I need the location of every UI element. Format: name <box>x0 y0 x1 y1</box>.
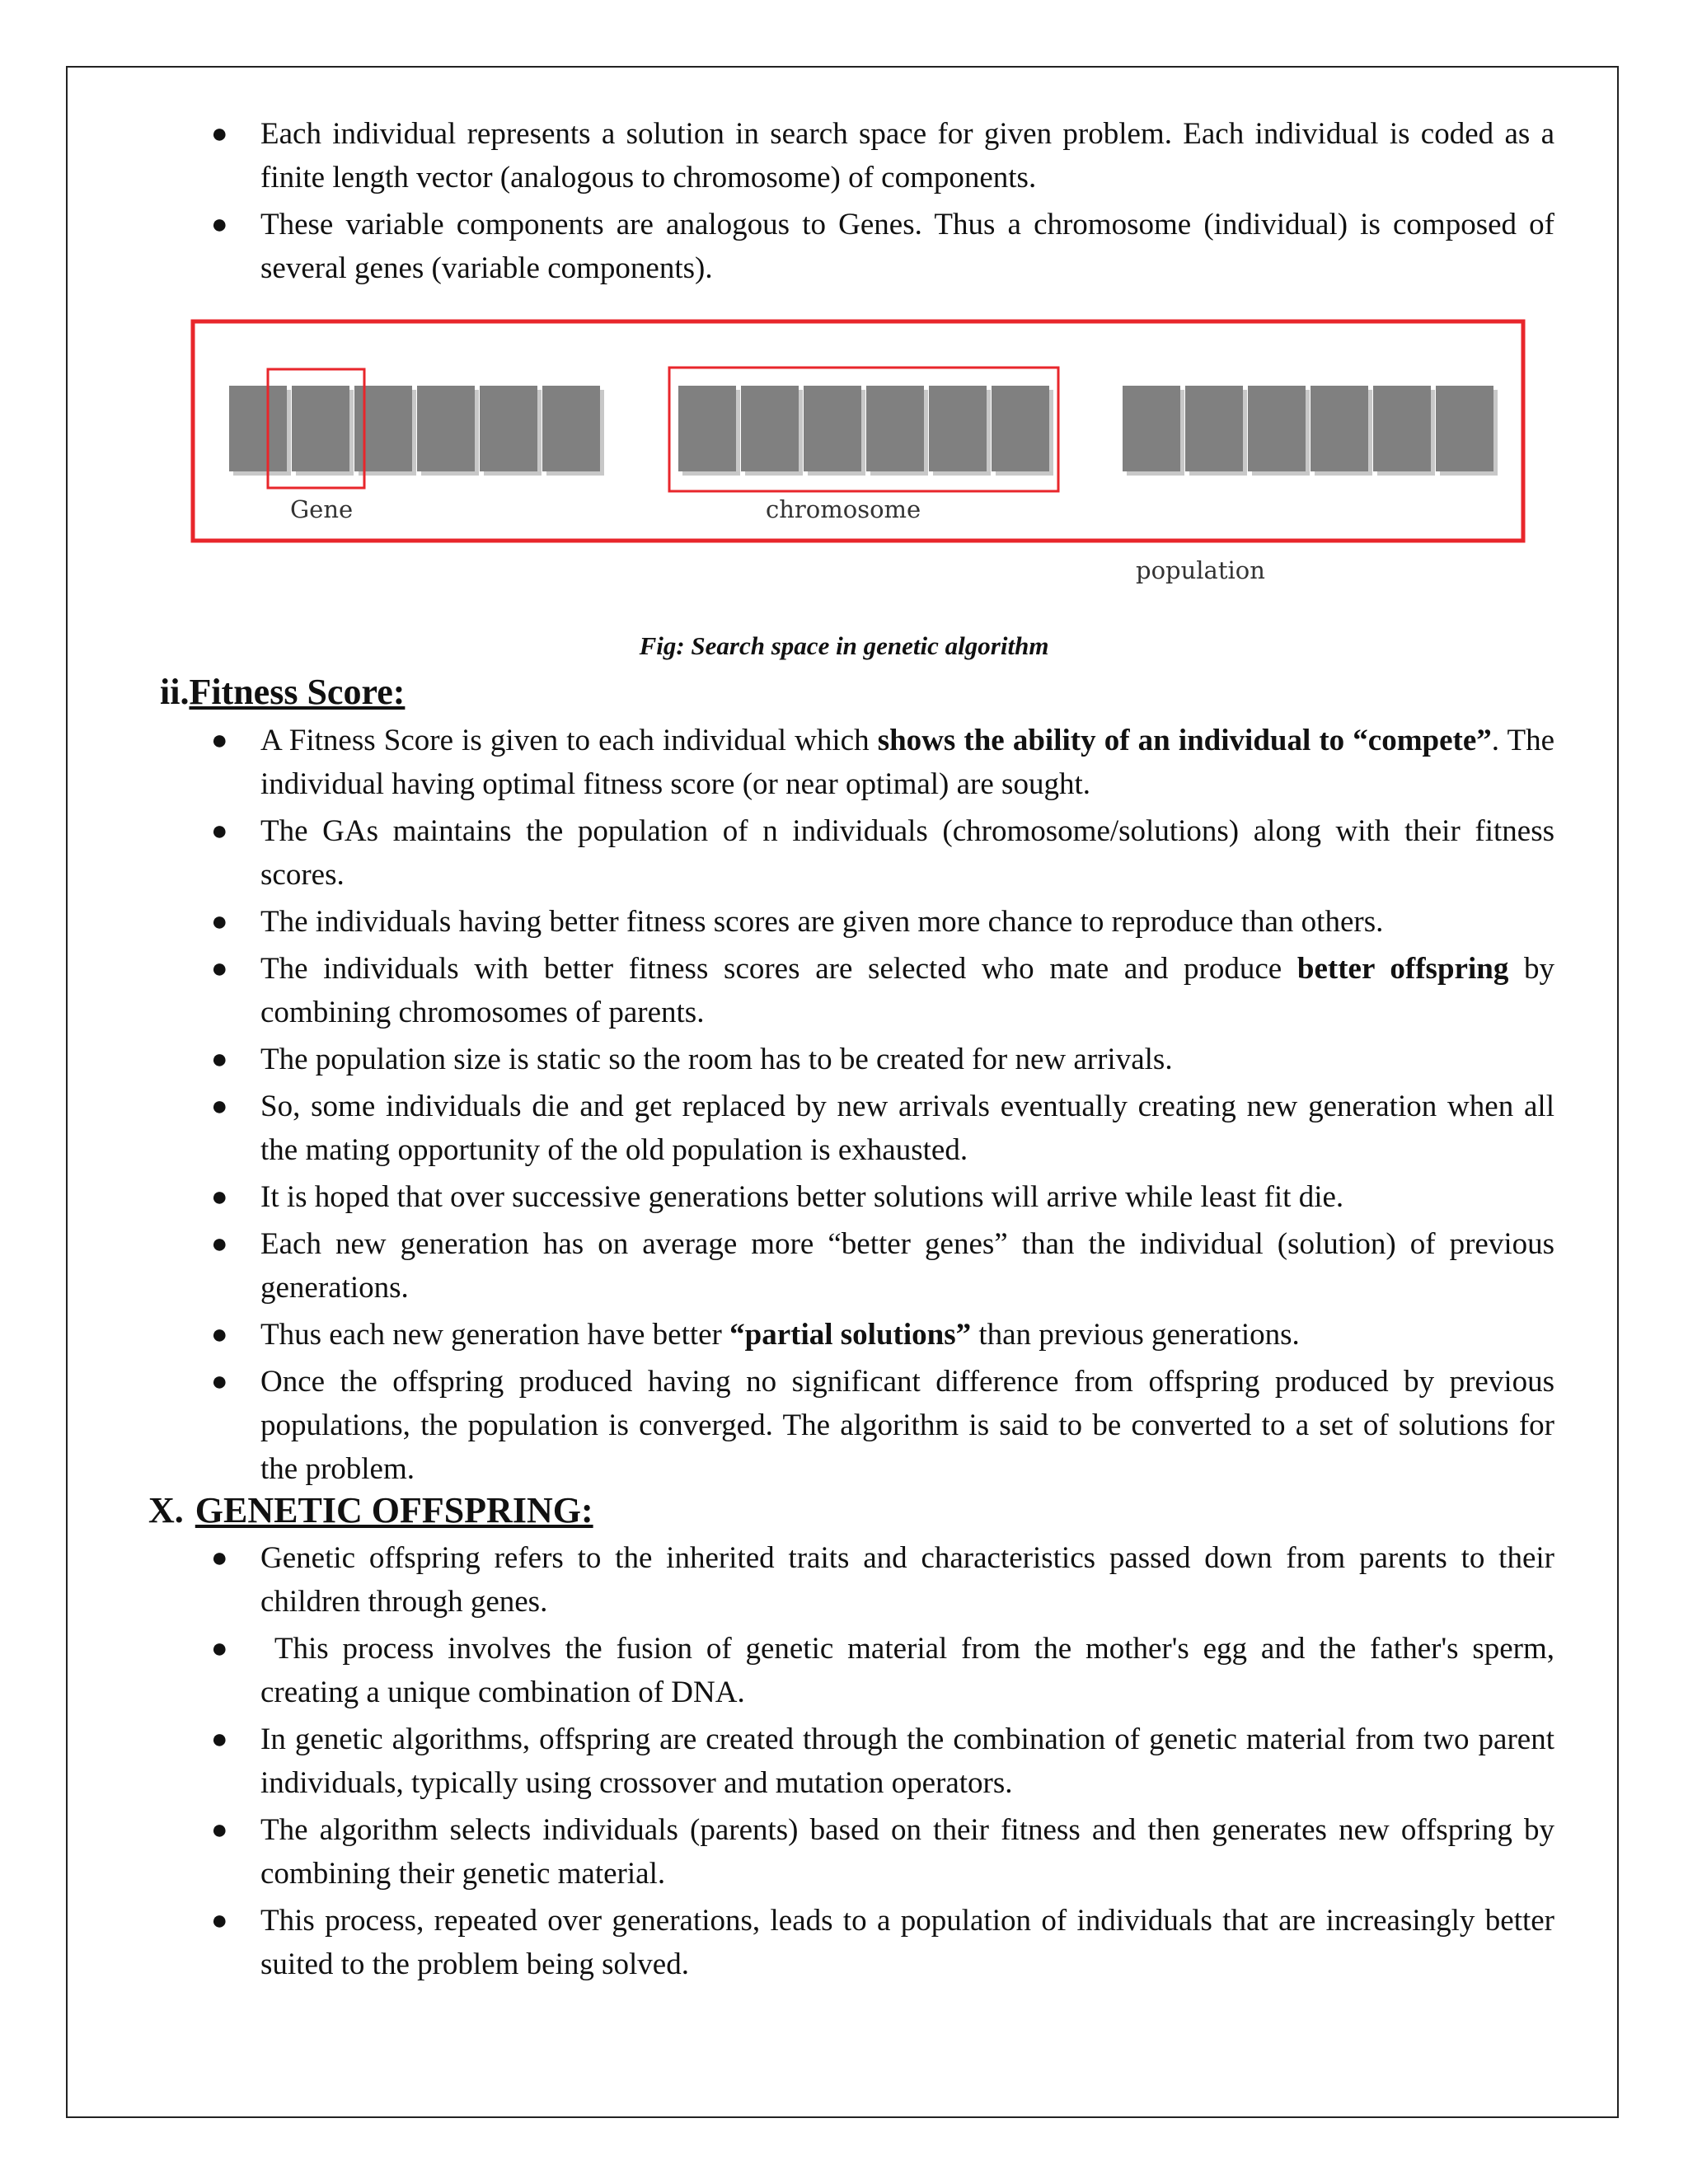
bullet-icon: ● <box>211 1543 228 1573</box>
list-item: ● Each individual represents a solution in search space for given problem. Each individual is coded as a finite length vector (analogous to chromosome) of components. <box>260 112 1554 199</box>
gene-block <box>1123 386 1180 471</box>
bullet-icon: ● <box>211 725 228 756</box>
list-item: ● So, some individuals die and get replaced by new arrivals eventually creating new generation when all the mating opportunity of the old population is exhausted. <box>260 1085 1554 1172</box>
gene-block <box>1373 386 1431 471</box>
bullet-icon: ● <box>211 1905 228 1936</box>
list-item: ● The GAs maintains the population of n individuals (chromosome/solutions) along with their fitness scores. <box>260 809 1554 897</box>
gene-block <box>804 386 861 471</box>
list-item: ● Each new generation has on average more “better genes” than the individual (solution) of previous generations. <box>260 1222 1554 1310</box>
list-item: ● The individuals with better fitness scores are selected who mate and produce better offspring by combining chromosomes of parents. <box>260 947 1554 1034</box>
section-title: GENETIC OFFSPRING: <box>195 1490 593 1530</box>
list-item: ● Once the offspring produced having no significant difference from offspring produced by previous populations, the population is converged. The algorithm is said to be converted to a set of solutions for the problem. <box>260 1360 1554 1491</box>
bullet-icon: ● <box>211 1182 228 1212</box>
section-heading-fitness <box>160 669 405 715</box>
gene-block <box>229 386 287 471</box>
gene-block <box>542 386 600 471</box>
section-heading-offspring <box>148 1488 593 1534</box>
gene-label: Gene <box>290 495 354 523</box>
bullet-icon: ● <box>211 1229 228 1259</box>
section-title: Fitness Score: <box>189 672 406 712</box>
list-item: ● The population size is static so the room has to be created for new arrivals. <box>260 1038 1554 1081</box>
bullet-icon: ● <box>211 1091 228 1122</box>
gene-blocks <box>229 386 1498 476</box>
gene-block <box>417 386 475 471</box>
offspring-bullet-list <box>211 1536 1563 1990</box>
list-item: ● It is hoped that over successive generations better solutions will arrive while least fit die. <box>260 1175 1554 1219</box>
gene-block <box>929 386 987 471</box>
bullet-icon: ● <box>211 119 228 149</box>
gene-block <box>1311 386 1368 471</box>
gene-block <box>292 386 349 471</box>
gene-block <box>1436 386 1493 471</box>
list-item: ● The algorithm selects individuals (parents) based on their fitness and then generates new offspring by combining their genetic material. <box>260 1808 1554 1896</box>
gene-block <box>1248 386 1306 471</box>
bullet-icon: ● <box>211 209 228 240</box>
list-item: ● These variable components are analogous to Genes. Thus a chromosome (individual) is composed of several genes (variable components). <box>260 203 1554 290</box>
bullet-icon: ● <box>211 907 228 937</box>
search-space-figure <box>0 0 1688 659</box>
list-item: ● In genetic algorithms, offspring are created through the combination of genetic material from two parent individuals, typically using crossover and mutation operators. <box>260 1718 1554 1805</box>
figure-caption: Fig: Search space in genetic algorithm <box>639 631 1049 660</box>
bullet-icon: ● <box>211 1366 228 1397</box>
fitness-bullet-list <box>211 719 1555 1494</box>
section-number: ii. <box>160 672 190 712</box>
list-item: ● The individuals having better fitness scores are given more chance to reproduce than others. <box>260 900 1554 944</box>
gene-block <box>1185 386 1243 471</box>
gene-block <box>992 386 1049 471</box>
gene-block <box>866 386 924 471</box>
gene-block <box>741 386 799 471</box>
list-item: ● Genetic offspring refers to the inherited traits and characteristics passed down from parents to their children through genes. <box>260 1536 1554 1624</box>
bullet-icon: ● <box>211 1815 228 1845</box>
bullet-icon: ● <box>211 1633 228 1664</box>
list-item: ● A Fitness Score is given to each individual which shows the ability of an individual to “compete”. The individual having optimal fitness score (or near optimal) are sought. <box>260 719 1554 806</box>
gene-block <box>480 386 537 471</box>
list-item: ● This process, repeated over generations, leads to a population of individuals that are increasingly better suited to the problem being solved. <box>260 1899 1554 1986</box>
bullet-icon: ● <box>211 1724 228 1755</box>
bullet-icon: ● <box>211 1319 228 1350</box>
bullet-icon: ● <box>211 1044 228 1075</box>
section-number: X. <box>148 1490 184 1530</box>
gene-block <box>678 386 736 471</box>
list-item: ● This process involves the fusion of genetic material from the mother's egg and the father's sperm, creating a unique combination of DNA. <box>260 1627 1554 1714</box>
bullet-icon: ● <box>211 816 228 846</box>
bullet-icon: ● <box>211 954 228 984</box>
chromosome-label: chromosome <box>766 495 921 523</box>
list-item: ● Thus each new generation have better “partial solutions” than previous generations. <box>260 1313 1554 1357</box>
population-label: population <box>1136 556 1265 584</box>
